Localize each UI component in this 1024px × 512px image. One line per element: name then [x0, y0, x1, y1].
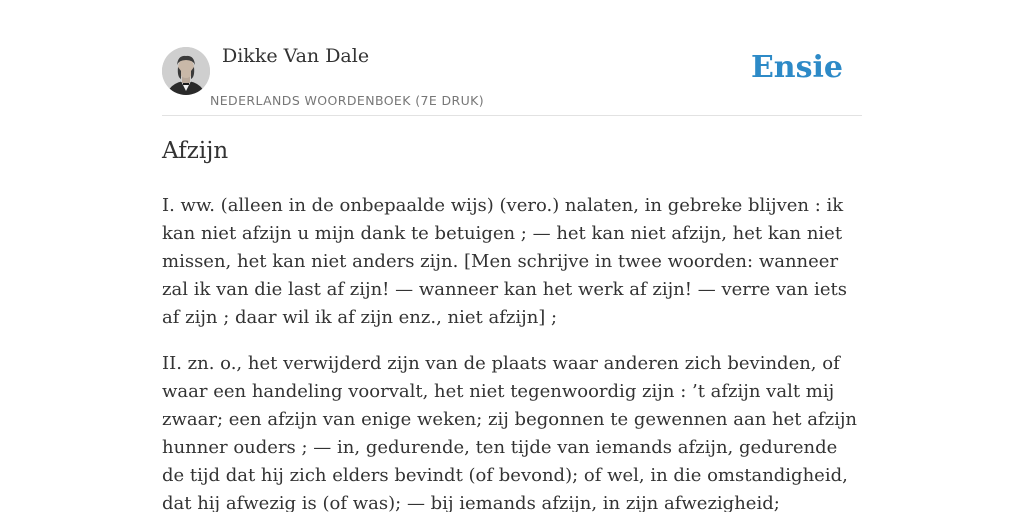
source-header	[162, 0, 862, 116]
portrait-photo-icon	[162, 47, 210, 95]
definition-paragraph: II. zn. o., het verwijderd zijn van de plaats waar anderen zich bevinden, of waar een handeling voorvalt, het niet tegenwoordig zijn : ’t afzijn valt mij zwaar; een afzijn van enige weken; zij begonnen te gewennen aan het afzijn hunner ouders ; — in, gedurende, ten tijde van iemands afzijn, gedurende de tijd dat hij zich elders bevindt (of bevond); of wel, in die omstandigheid, dat hij afwezig is (of was); — bij iemands afzijn, in zijn afwezigheid;	[162, 353, 858, 512]
avatar[interactable]	[162, 47, 210, 95]
source-title[interactable]: NEDERLANDS WOORDENBOEK (7E DRUK)	[210, 93, 485, 108]
page-title: Afzijn	[162, 138, 229, 164]
author-name[interactable]: Dikke Van Dale	[222, 45, 370, 67]
brand-logo[interactable]: Ensie	[750, 50, 843, 85]
definition-paragraph: I. ww. (alleen in de onbepaalde wijs) (vero.) nalaten, in gebreke blijven : ik kan niet afzijn u mijn dank te betuigen ; — het kan niet afzijn, het kan niet missen, het kan niet anders zijn. [Men schrijve in twee woorden: wanneer zal ik van die last af zijn! — wanneer kan het werk af zijn! — verre van iets af zijn ; daar wil ik af zijn enz., niet afzijn] ;	[162, 195, 847, 328]
entry-content	[162, 192, 862, 512]
